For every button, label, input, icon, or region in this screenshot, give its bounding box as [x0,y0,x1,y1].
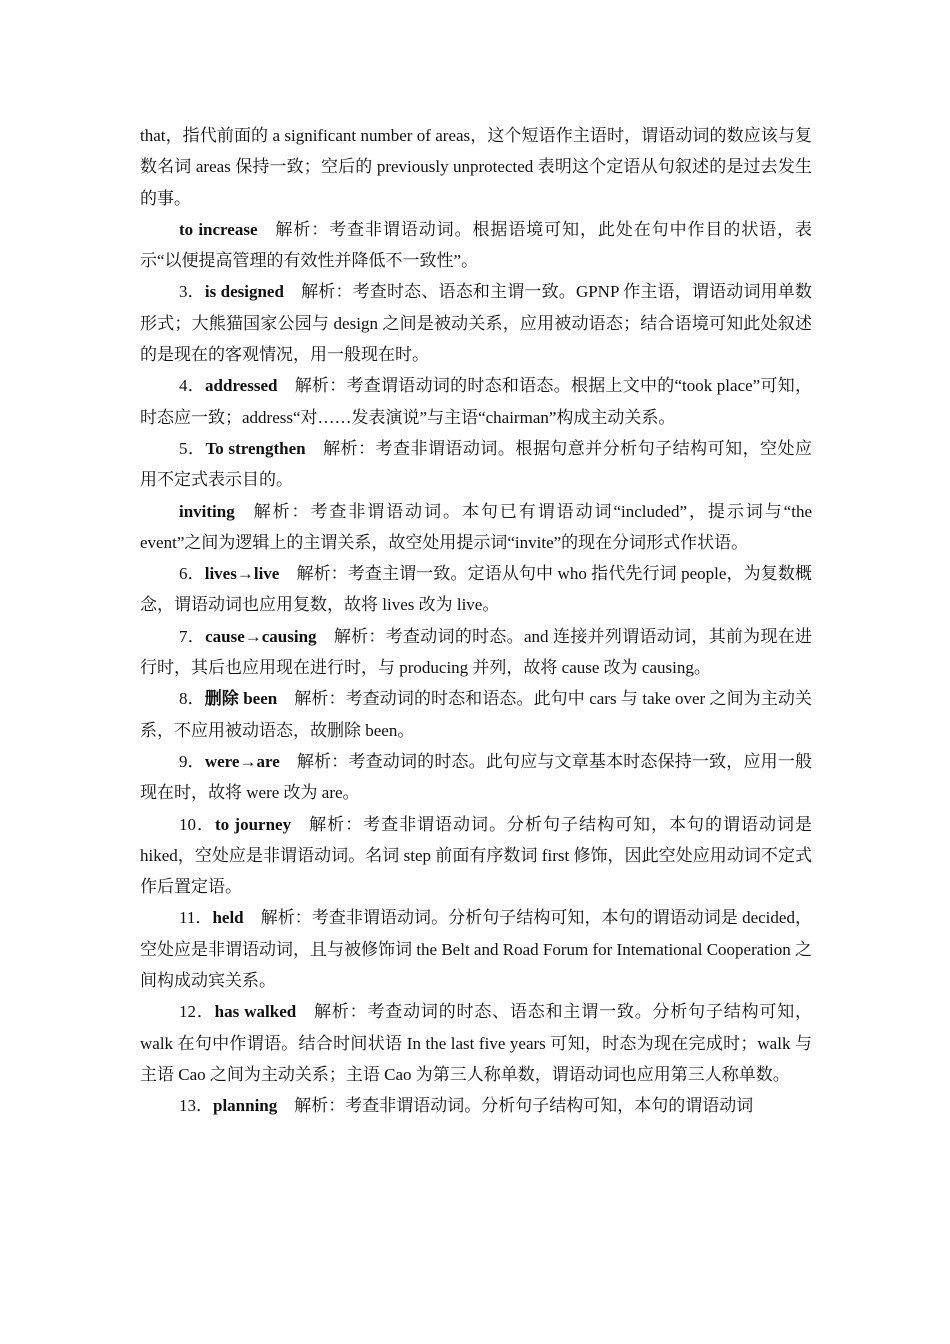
answer-paragraph [140,370,812,433]
question-number: 3． [179,282,205,302]
answer-paragraph-continued [140,120,812,214]
answer-keyword: addressed [205,376,278,396]
answer-key-page [140,120,812,1122]
answer-keyword: has walked [214,1002,297,1022]
answer-keyword: 删除 been [204,689,278,709]
question-number: 10． [179,814,215,834]
answer-paragraph [140,746,812,809]
question-number: 6． [179,564,205,584]
answer-text: 解析：考查非谓语动词。分析句子结构可知，本句的谓语动词是 hiked，空处应是非谓语动词。名词 step 前面有序数词 first 修饰，因此空处应用动词不定式作后置定语。 [140,814,813,897]
answer-text: 解析：考查非谓语动词。根据语境可知，此处在句中作目的状语，表示“以便提高管理的有效性并降低不一致性”。 [140,219,812,271]
question-number: 5． [179,438,206,458]
answer-text: 解析：考查主谓一致。定语从句中 who 指代先行词 people，为复数概念，谓语动词也应用复数，故将 lives 改为 live。 [140,564,813,615]
answer-keyword: were→are [204,751,280,771]
answer-text: 解析：考查时态、语态和主谓一致。GPNP 作主语，谓语动词用单数形式；大熊猫国家公园与 design 之间是被动关系，应用被动语态；结合语境可知此处叙述的是现在的客观情况，用一般现在时。 [140,282,812,365]
answer-text: 解析：考查动词的时态。and 连接并列谓语动词，其前为现在进行时，其后也应用现在进行时，与 producing 并列，故将 cause 改为 causing。 [140,626,813,678]
answer-keyword: to increase [179,219,258,239]
answer-paragraph [140,276,812,370]
question-number: 7． [179,626,206,646]
answer-paragraph [140,1090,812,1121]
answer-keyword: held [212,908,244,928]
question-number: 8． [179,689,205,709]
answer-keyword: lives→live [204,564,280,584]
answer-text: 解析：考查非谓语动词。根据句意并分析句子结构可知，空处应用不定式表示目的。 [140,438,813,490]
answer-text: 解析：考查谓语动词的时态和语态。根据上文中的“took place”可知，时态应一致；address“对……发表演说”与主语“chairman”构成主动关系。 [140,376,812,427]
answer-text: that，指代前面的 a significant number of areas，这个短语作主语时，谓语动词的数应该与复数名词 areas 保持一致；空后的 previously unprotected 表明这个定语从句叙述的是过去发生的事。 [140,126,812,208]
answer-paragraph [140,496,812,559]
answer-paragraph [140,433,812,496]
question-number: 4． [179,376,206,396]
answer-keyword: is designed [204,282,284,302]
answer-keyword: To strengthen [205,438,306,458]
answer-text: 解析：考查动词的时态。此句应与文章基本时态保持一致，应用一般现在时，故将 were 改为 are。 [140,751,813,803]
answer-paragraph [140,809,812,903]
answer-paragraph [140,902,812,996]
answer-text: 解析：考查非谓语动词。分析句子结构可知，本句的谓语动词是 decided，空处应是非谓语动词，且与被修饰词 the Belt and Road Forum for Intemational Cooperation 之间构成动宾关系。 [140,908,812,991]
answer-keyword: cause→causing [205,626,317,646]
answer-paragraph [140,683,812,746]
question-number: 13． [179,1096,213,1116]
answer-paragraph [140,621,812,684]
question-number: 12． [179,1002,215,1022]
answer-text: 解析：考查非谓语动词。分析句子结构可知，本句的谓语动词 [294,1096,754,1116]
answer-keyword: to journey [215,814,292,834]
answer-keyword: planning [213,1096,278,1116]
answer-paragraph [140,214,812,277]
answer-text: 解析：考查非谓语动词。本句已有谓语动词“included”，提示词与“the event”之间为逻辑上的主谓关系，故空处用提示词“invite”的现在分词形式作状语。 [140,501,812,552]
answer-paragraph [140,558,812,621]
answer-text: 解析：考查动词的时态和语态。此句中 cars 与 take over 之间为主动关系，不应用被动语态，故删除 been。 [140,689,813,740]
question-number: 9． [179,751,205,771]
answer-text: 解析：考查动词的时态、语态和主谓一致。分析句子结构可知，walk 在句中作谓语。结合时间状语 In the last five years 可知，时态为现在完成时；walk 与主语 Cao 之间为主动关系；主语 Cao 为第三人称单数，谓语动词也应用第三人称单数。 [140,1002,813,1084]
answer-paragraph [140,996,812,1090]
answer-keyword: inviting [179,501,235,521]
question-number: 11． [179,908,213,928]
